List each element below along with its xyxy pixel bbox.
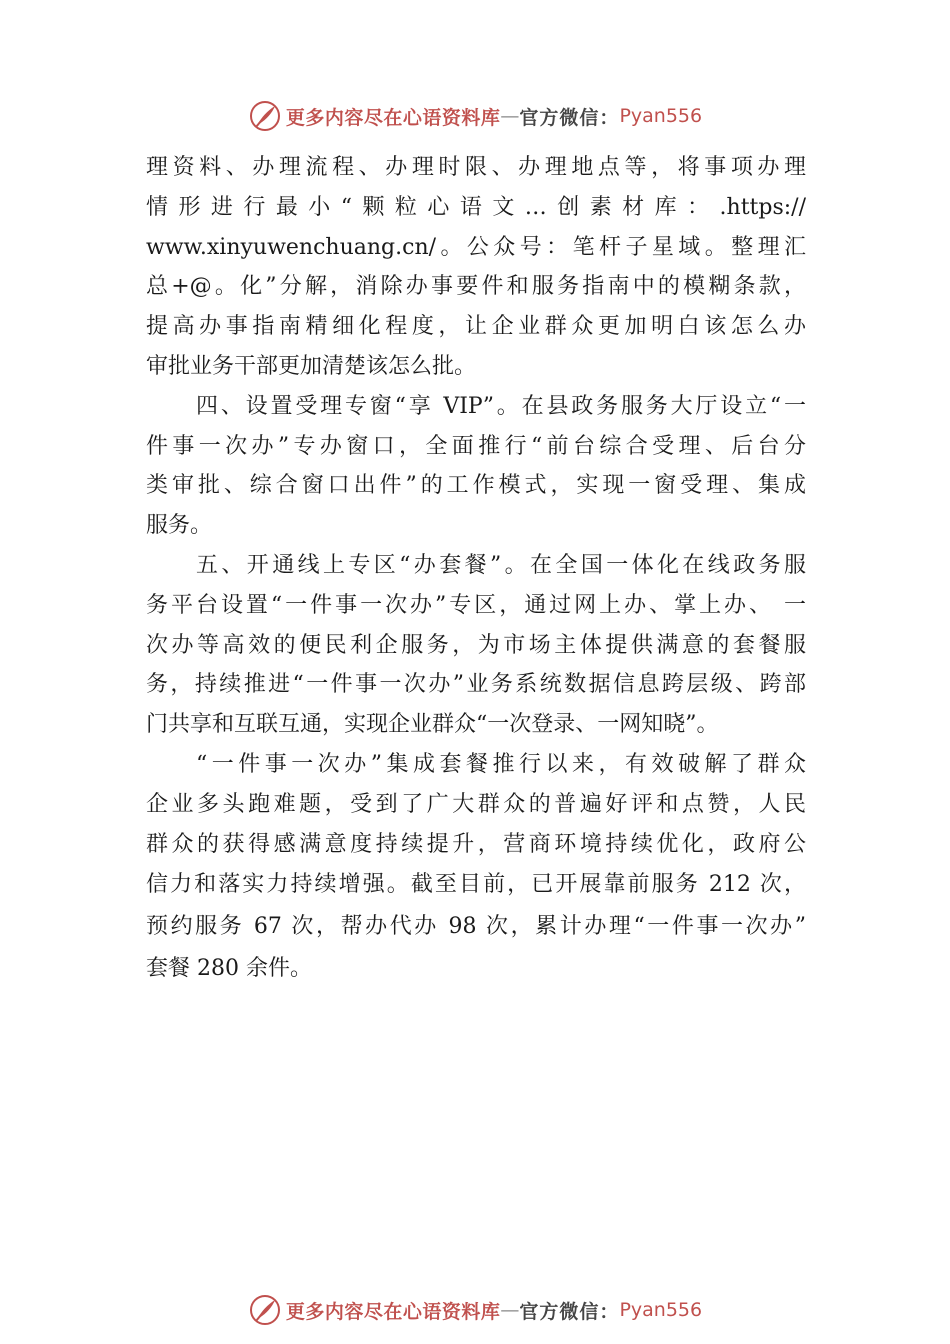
section-heading-line: 四、设置受理专窗“享 VIP”。在县政务服务大厅设立“一 (196, 393, 806, 419)
body-line: 类审批、综合窗口出件”的工作模式，实现一窗受理、集成 (146, 473, 806, 499)
banner-wechat-label: 官方微信： (519, 106, 620, 129)
document-body (146, 148, 806, 990)
body-line: 群众的获得感满意度持续提升，营商环境持续优化，政府公 (146, 831, 806, 857)
body-line: 审批业务干部更加清楚该怎么批。 (146, 353, 477, 379)
header-banner (0, 96, 950, 136)
body-line: 信力和落实力持续增强。截至目前，已开展靠前服务 212 次， (146, 872, 806, 898)
body-line: 企业多头跑难题，受到了广大群众的普遍好评和点赞，人民 (146, 791, 806, 817)
body-line: 套餐 280 余件。 (146, 956, 312, 982)
body-line: 情形进行最小“颗粒心语文…创素材库：.https:// (146, 194, 806, 220)
banner-wechat-id: Pyan556 (619, 1299, 703, 1321)
paragraph-start-line: “一件事一次办”集成套餐推行以来，有效破解了群众 (196, 751, 806, 777)
body-line: 务平台设置“一件事一次办”专区，通过网上办、掌上办、 一 (146, 592, 806, 618)
footer-banner (0, 1290, 950, 1330)
banner-title: 更多内容尽在心语资料库 (285, 1300, 501, 1323)
feather-pen-logo-icon (248, 1293, 282, 1327)
body-line: 提高办事指南精细化程度，让企业群众更加明白该怎么办 (146, 314, 806, 340)
body-line: 理资料、办理流程、办理时限、办理地点等，将事项办理 (146, 155, 806, 180)
body-line: 件事一次办”专办窗口，全面推行“前台综合受理、后台分 (146, 433, 806, 459)
body-line: 总+@。化”分解，消除办事要件和服务指南中的模糊条款， (146, 274, 806, 300)
body-line: 次办等高效的便民利企服务，为市场主体提供满意的套餐服 (146, 632, 806, 658)
body-line: www.xinyuwenchuang.cn/。公众号：笔杆子星域。整理汇 (146, 234, 806, 260)
body-line: 门共享和互联互通，实现企业群众“一次登录、一网知晓”。 (146, 712, 719, 738)
feather-pen-logo-icon (248, 99, 282, 133)
banner-title: 更多内容尽在心语资料库 (285, 106, 501, 129)
banner-wechat-id: Pyan556 (619, 105, 703, 127)
banner-separator: — (500, 1299, 520, 1321)
banner-separator: — (500, 105, 520, 127)
body-line: 务，持续推进“一件事一次办”业务系统数据信息跨层级、跨部 (146, 672, 806, 698)
section-heading-line: 五、开通线上专区“办套餐”。在全国一体化在线政务服 (196, 552, 806, 578)
body-line: 服务。 (146, 513, 213, 539)
body-line: 预约服务 67 次，帮办代办 98 次，累计办理“一件事一次办” (146, 914, 806, 940)
banner-wechat-label: 官方微信： (519, 1300, 620, 1323)
